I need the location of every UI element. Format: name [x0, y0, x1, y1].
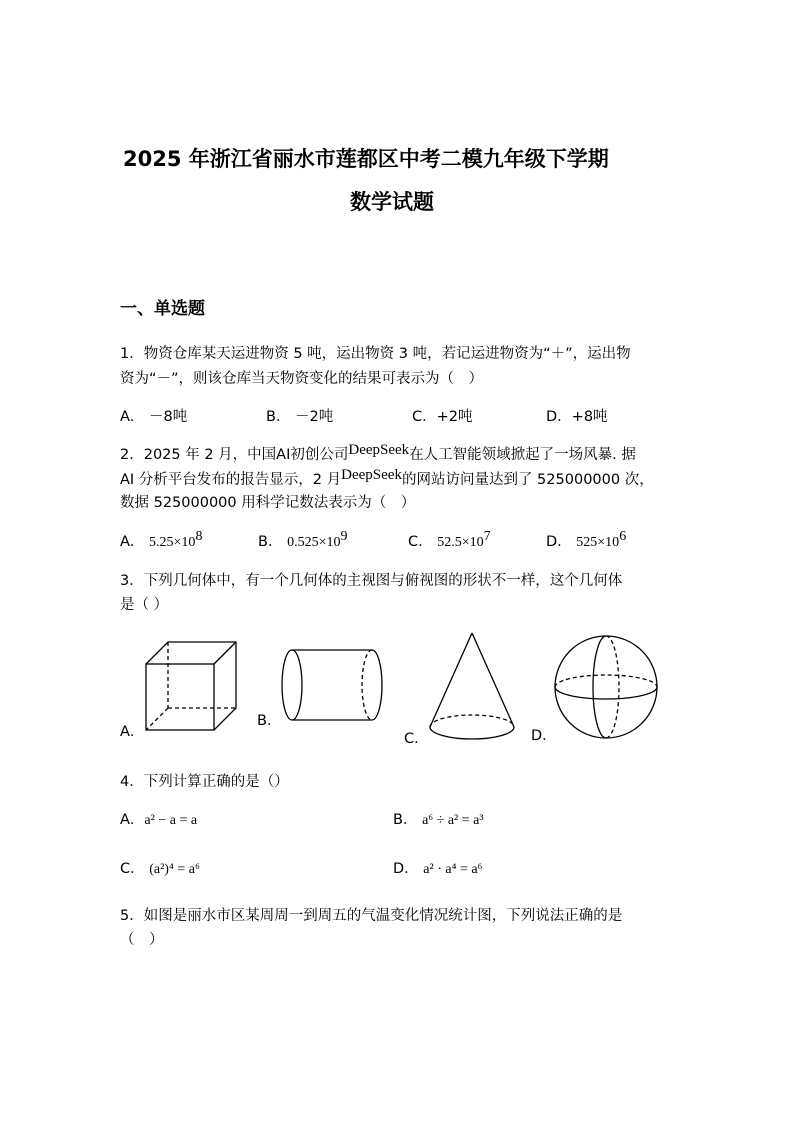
cube-icon: [140, 636, 240, 736]
q3-option-d-label: D．: [531, 728, 557, 744]
q1-stem-line1: 1．物资仓库某天运进物资 5 吨，运出物资 3 吨，若记运进物资为“＋”，运出物: [120, 346, 631, 362]
q2-option-a: A． $5.25\times 10^8$: [120, 529, 203, 550]
q4-option-d: D． a² · a⁴ = a⁶: [393, 861, 483, 877]
q3-stem-line1: 3．下列几何体中，有一个几何体的主视图与俯视图的形状不一样，这个几何体: [120, 573, 623, 589]
section-heading: 一、单选题: [120, 299, 205, 319]
cone-icon: [424, 630, 524, 745]
q3-stem-line2: 是（ ）: [120, 597, 169, 613]
page-title-line2: 数学试题: [350, 190, 434, 214]
q2-stem-line2: AI 分析平台发布的报告显示，2 月DeepSeek的网站访问量达到了 525000000 次，: [120, 467, 654, 488]
q1-option-d: D．+8吨: [546, 409, 608, 425]
q4-option-a: A．a² − a = a: [120, 812, 198, 828]
page-title-line1: 2025 年浙江省丽水市莲都区中考二模九年级下学期: [123, 147, 609, 171]
q3-option-c-label: C．: [404, 731, 429, 747]
q2-option-d: D． $525\times 10^6$: [546, 529, 627, 550]
q4-option-c: C． (a²)⁴ = a⁶: [120, 861, 200, 877]
q2-stem-line3: 数据 525000000 用科学记数法表示为（ ）: [120, 495, 416, 511]
sphere-icon: [552, 632, 662, 742]
q4-option-b: B． a⁶ ÷ a² = a³: [393, 812, 484, 828]
cylinder-icon: [278, 648, 388, 728]
q1-option-c: C．+2吨: [412, 409, 473, 425]
q2-option-c: C． $52.5\times 10^7$: [408, 529, 491, 550]
q3-option-b-label: B．: [257, 713, 282, 729]
q5-stem-line1: 5．如图是丽水市区某周周一到周五的气温变化情况统计图，下列说法正确的是: [120, 908, 623, 924]
q5-stem-line2: （ ）: [120, 932, 164, 948]
q1-option-a: A． －8吨: [120, 409, 188, 425]
q4-stem: 4．下列计算正确的是（）: [120, 774, 289, 790]
q1-option-b: B． －2吨: [266, 409, 334, 425]
q2-stem-line1: 2．2025 年 2 月，中国AI初创公司DeepSeek在人工智能领域掀起了一场风暴. 据: [120, 442, 636, 463]
q1-stem-line2: 资为“－”，则该仓库当天物资变化的结果可表示为（ ）: [120, 371, 484, 387]
q2-option-b: B． $0.525\times 10^9$: [258, 529, 348, 550]
q3-option-a-label: A．: [120, 724, 145, 740]
